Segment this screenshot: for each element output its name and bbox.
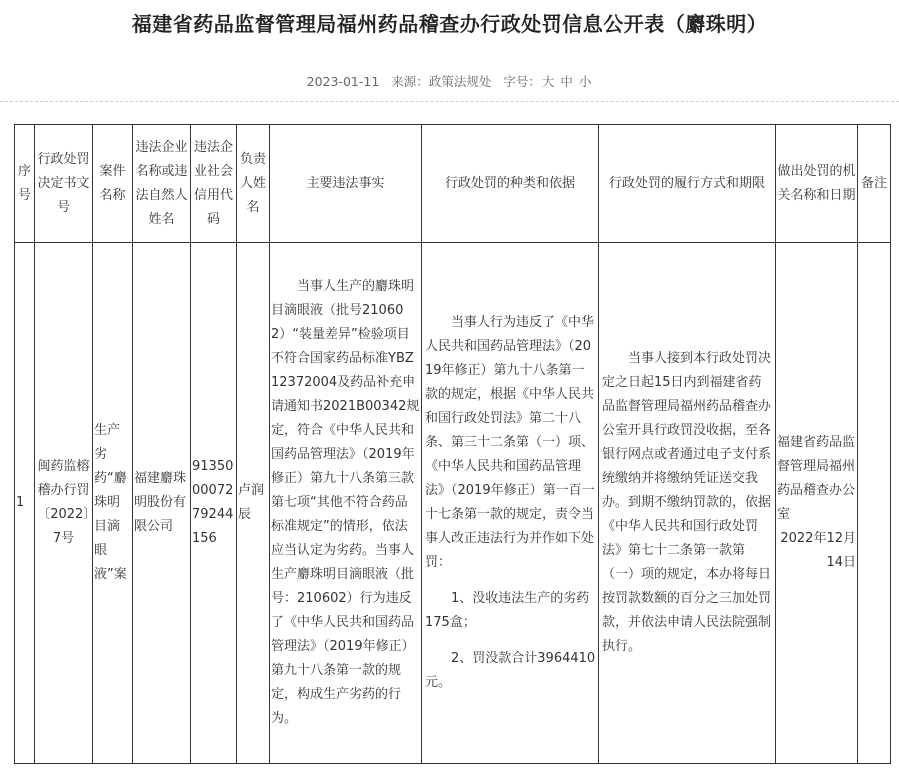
source-value: 政策法规处 <box>428 74 492 89</box>
authority-cell <box>776 243 858 764</box>
table-header-row <box>15 125 891 243</box>
divider <box>0 101 899 102</box>
authority-date: 2022年12月14日 <box>780 531 856 570</box>
header-cell: 案件名称 <box>93 125 133 243</box>
penalty-basis-cell <box>422 243 599 764</box>
decision-number: 闽药监榕稽办行罚〔2022〕7号 <box>35 243 93 764</box>
page-title: 福建省药品监督管理局福州药品稽查办行政处罚信息公开表（麝珠明） <box>131 12 768 36</box>
row-index: 1 <box>15 243 35 764</box>
publish-date: 2023-01-11 <box>306 74 380 89</box>
font-size-large[interactable]: 大 <box>541 74 555 89</box>
execution-cell <box>599 243 776 764</box>
case-name: 生产劣药“麝珠明目滴眼液”案 <box>93 243 133 764</box>
responsible-person: 卢润辰 <box>237 243 270 764</box>
penalty-table <box>14 124 891 764</box>
penalty-item: 1、没收违法生产的劣药175盒； <box>425 591 590 630</box>
font-size-control <box>503 74 592 89</box>
source-info <box>391 74 491 89</box>
remark <box>858 243 891 764</box>
entity-name: 福建麝珠明股份有限公司 <box>133 243 191 764</box>
font-size-label: 字号： <box>503 74 541 89</box>
header-cell: 备注 <box>858 125 891 243</box>
source-label: 来源： <box>391 74 429 89</box>
header-cell: 负责人姓名 <box>237 125 270 243</box>
penalty-basis: 当事人行为违反了《中华人民共和国药品管理法》（2019年修正）第九十八条第一款的规定，根据《中华人民共和国行政处罚法》第二十八条、第三十二条第（一）项、《中华人民共和国药品管理法》（2019年修正）第一百一十七条第一款的规定，责令当事人改正违法行为并作如下处罚： <box>425 315 595 570</box>
execution-method: 当事人接到本行政处罚决定之日起15日内到福建省药品监督管理局福州药品稽查办公室开具行政罚没收据，至各银行网点或者通过电子支付系统缴纳并将缴纳凭证送交我办。到期不缴纳罚款的，依据《中华人民共和国行政处罚法》第七十二条第一款第（一）项的规定，本办将每日按罚款数额的百分之三加处罚款，并依法申请人民法院强制执行。 <box>602 351 772 654</box>
header-cell: 做出处罚的机关名称和日期 <box>776 125 858 243</box>
violation-facts: 当事人生产的麝珠明目滴眼液（批号210602）“装量差异”检验项目不符合国家药品标准YBZ12372004及药品补充申请通知书2021B00342规定，符合《中华人民共和国药品管理法》（2019年修正）第九十八条第三款第七项“其他不符合药品标准规定”的情形，依法应当认定为劣药。当事人生产麝珠明目滴眼液（批号：210602）行为违反了《中华人民共和国药品管理法》（2019年修正）第九十八条第一款的规定，构成生产劣药的行为。 <box>271 279 420 726</box>
header-cell: 违法企业名称或违法自然人姓名 <box>133 125 191 243</box>
header-cell: 行政处罚的履行方式和期限 <box>599 125 776 243</box>
article-meta <box>0 72 899 90</box>
credit-code: 91350000727924415​6 <box>191 243 237 764</box>
header-cell: 主要违法事实 <box>270 125 422 243</box>
header-cell: 违法企业社会信用代码 <box>191 125 237 243</box>
font-size-medium[interactable]: 中 <box>560 74 573 89</box>
penalty-item: 2、罚没款合计3964410元。 <box>425 651 596 690</box>
header-cell: 序号 <box>15 125 35 243</box>
violation-facts-cell <box>270 243 422 764</box>
table-row <box>15 243 891 764</box>
authority-name: 福建省药品监督管理局福州药品稽查办公室 <box>777 435 856 522</box>
font-size-small[interactable]: 小 <box>578 74 592 89</box>
header-cell: 行政处罚决定书文号 <box>35 125 93 243</box>
header-cell: 行政处罚的种类和依据 <box>422 125 599 243</box>
